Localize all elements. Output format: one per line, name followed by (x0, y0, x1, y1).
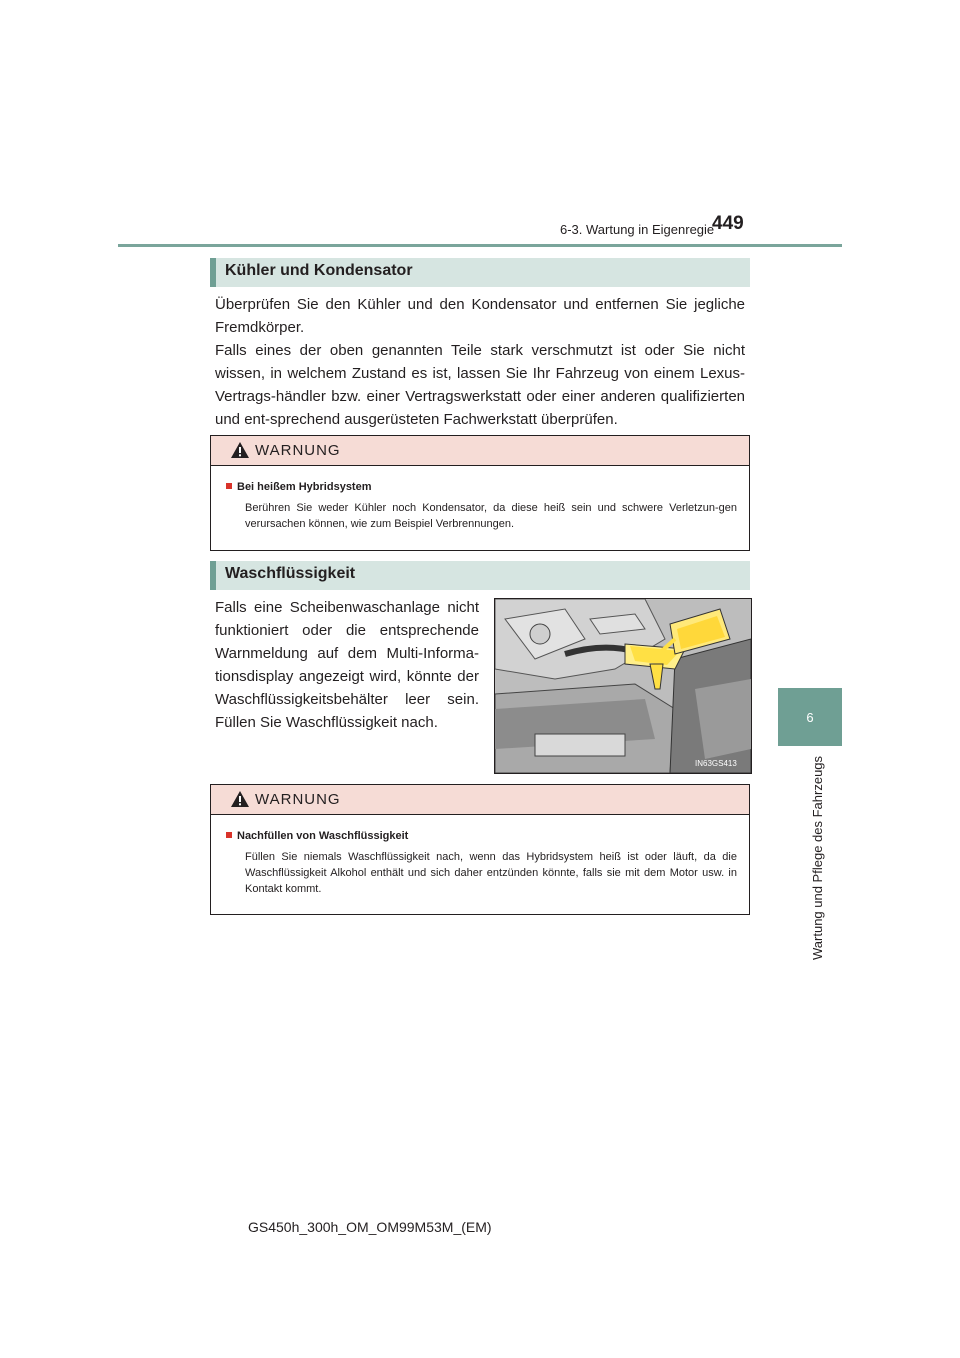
chapter-title: Wartung und Pflege des Fahrzeugs (810, 755, 825, 960)
bullet-square-icon (226, 832, 232, 838)
warning-text: Berühren Sie weder Kühler noch Kondensator, da diese heiß sein und schwere Verletzun-gen verursachen können, wie zum Beispiel Verbrennungen. (245, 502, 737, 530)
warning-subtitle-text: Bei heißem Hybridsystem (237, 481, 372, 493)
warning-subtitle-text: Nachfüllen von Waschflüssigkeit (237, 830, 409, 842)
warning-text: Füllen Sie niemals Waschflüssigkeit nach, wenn das Hybridsystem heiß ist oder läuft, da die Waschflüssigkeit Alkohol enthält und sich daher entzünden könnte, falls sie mit dem Motor usw. in Kontakt kommt. (245, 851, 737, 895)
warning-title: WARNUNG (255, 791, 341, 808)
section-heading-radiator (210, 258, 750, 287)
chapter-number: 6 (806, 710, 814, 725)
warning-header (211, 785, 749, 815)
warning-box-washer-fluid (210, 784, 750, 915)
section-heading-title: Waschflüssigkeit (225, 565, 356, 582)
footer-code: GS450h_300h_OM_OM99M53M_(EM) (248, 1219, 492, 1235)
washer-fluid-paragraph: Falls eine Scheibenwaschanlage nicht funktioniert oder die entsprechende Warnmeldung auf dem Multi-Informa-tionsdisplay angezeigt wird, könnte der Waschflüssigkeitsbehälter leer sein. Füllen Sie Waschflüssigkeit nach. (215, 599, 479, 731)
warning-subtitle (226, 479, 737, 495)
warning-subtitle (226, 828, 737, 844)
section-heading-title: Kühler und Kondensator (225, 262, 413, 279)
radiator-text (215, 293, 745, 431)
page-number: 449 (712, 213, 744, 234)
washer-fluid-illustration (494, 598, 752, 774)
warning-title: WARNUNG (255, 442, 341, 459)
radiator-paragraph-1: Überprüfen Sie den Kühler und den Kondensator und entfernen Sie jegliche Fremdkörper. (215, 296, 745, 336)
section-heading-bar (210, 561, 216, 590)
warning-triangle-icon (231, 442, 249, 458)
header-rule (118, 244, 842, 247)
warning-header (211, 436, 749, 466)
radiator-paragraph-2: Falls eines der oben genannten Teile stark verschmutzt ist oder Sie nicht wissen, in welchem Zustand es ist, lassen Sie Ihr Fahrzeug von einem Lexus-Vertrags-händler bzw. einer Vertragswerkstatt oder einer anderen qualifizierten und ent-sprechend ausgerüsteten Fachwerkstatt überprüfen. (215, 342, 745, 428)
header-section-label: 6-3. Wartung in Eigenregie (560, 222, 715, 237)
warning-body (211, 815, 749, 897)
warning-body (211, 466, 749, 532)
section-heading-washer-fluid (210, 561, 750, 590)
warning-triangle-icon (231, 791, 249, 807)
illustration-code: IN63GS413 (695, 759, 737, 768)
warning-box-radiator (210, 435, 750, 551)
engine-bay-drawing (495, 599, 751, 773)
bullet-square-icon (226, 483, 232, 489)
section-heading-bar (210, 258, 216, 287)
